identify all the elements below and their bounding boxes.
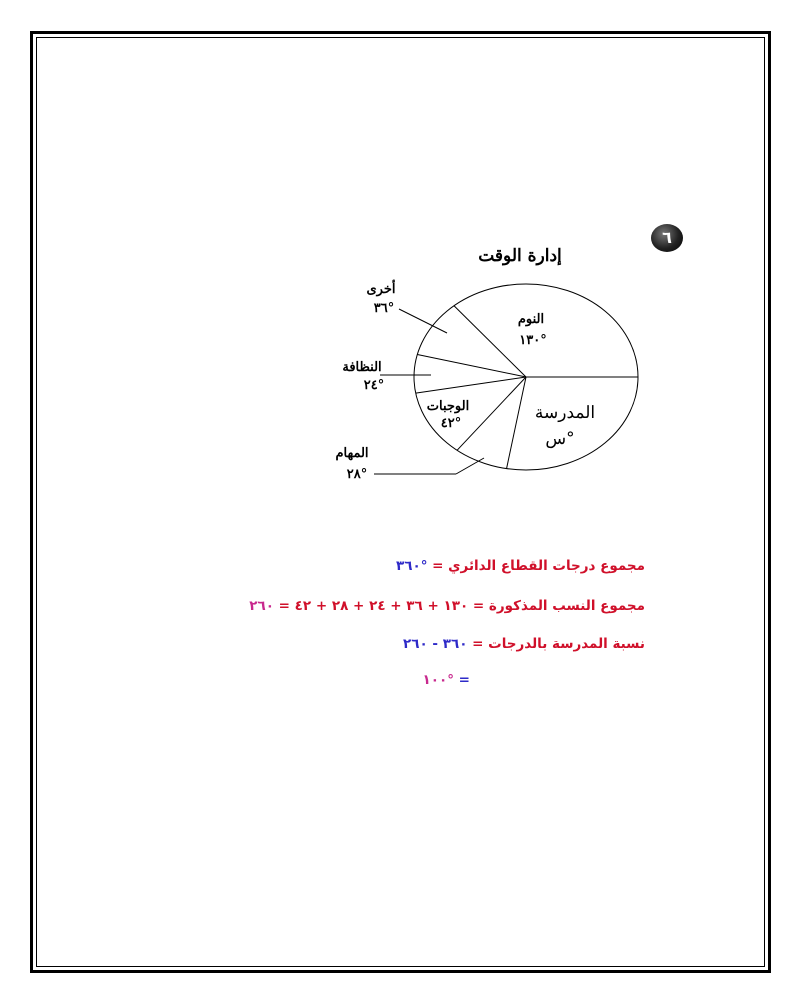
leader-line-tasks-angled [456, 458, 484, 474]
slice-label-other: أخرى [366, 282, 396, 297]
solution-line4-text: = [453, 672, 470, 688]
slice-value-tasks: °٢٨ [346, 467, 368, 482]
slice-value-cleaning: °٢٤ [363, 378, 385, 393]
solution-line-school-share [403, 636, 645, 652]
solution-line3-value: ٣٦٠ - ٢٦٠ [402, 636, 468, 652]
solution-line3-text: نسبة المدرسة بالدرجات = [467, 636, 645, 652]
slice-label-tasks: المهام [335, 446, 369, 461]
leader-line-other [399, 309, 447, 333]
slice-value-other: °٣٦ [373, 301, 395, 316]
solution-line-result [423, 672, 471, 688]
slice-value-sleep: °١٣٠ [519, 333, 547, 348]
slice-border-school [507, 377, 526, 469]
solution-line2-value: ٢٦٠ [249, 598, 274, 614]
solution-line4-value: °١٠٠ [422, 672, 454, 688]
solution-line1-text: مجموع درجات القطاع الدائري = [427, 558, 645, 574]
solution-line-sum-given [249, 598, 645, 614]
slice-border-cleaning [417, 355, 526, 377]
slice-border-other [454, 306, 526, 377]
slice-label-cleaning: النظافة [342, 360, 382, 375]
slice-value-school: °س [545, 429, 575, 449]
slice-label-sleep: النوم [517, 312, 545, 327]
slice-border-meals [416, 377, 526, 393]
question-number-badge: ٦ [651, 224, 683, 252]
slice-label-school: المدرسة [534, 403, 596, 423]
solution-line-total-degrees [396, 558, 645, 574]
solution-line1-value: °٣٦٠ [395, 558, 428, 574]
slice-value-meals: °٤٢ [440, 416, 462, 431]
chart-title: إدارة الوقت [478, 246, 562, 266]
slice-label-meals: الوجبات [426, 399, 470, 414]
solution-line2-text: مجموع النسب المذكورة = ١٣٠ + ٣٦ + ٢٤ + ٢٨ + ٤٢ = [273, 598, 645, 614]
